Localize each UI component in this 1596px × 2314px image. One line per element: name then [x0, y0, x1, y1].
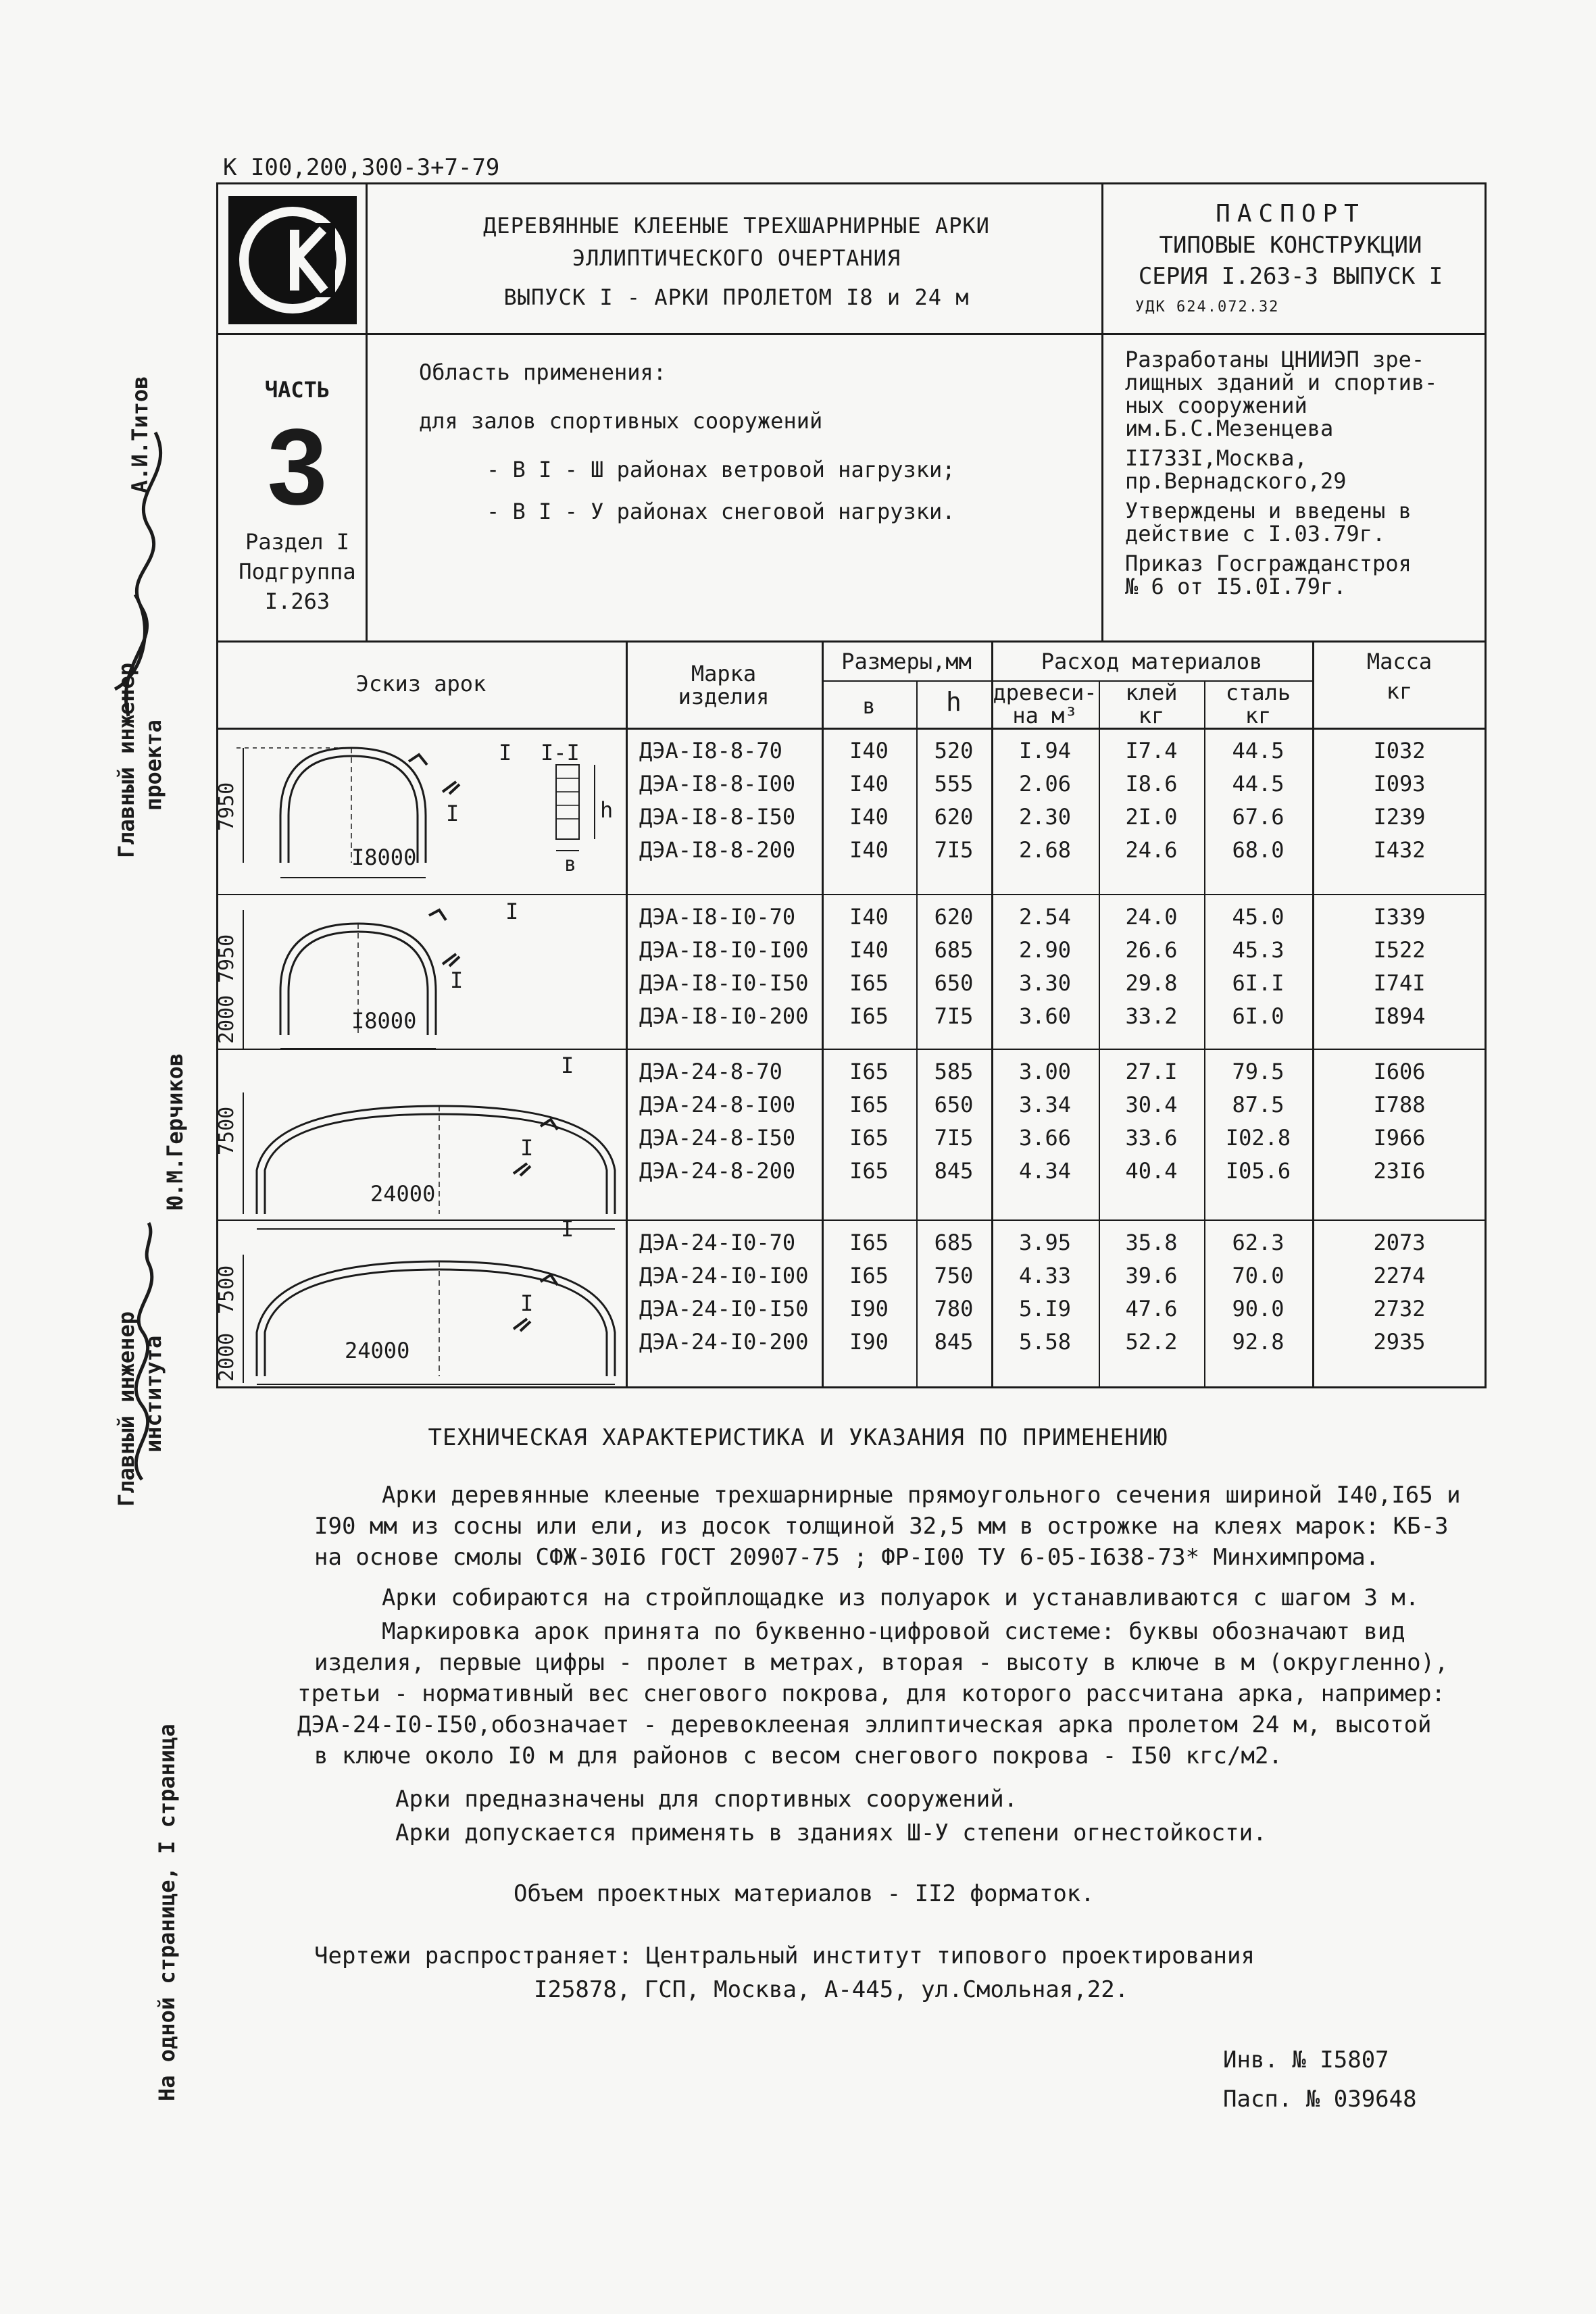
- cell-mass: I239: [1373, 804, 1426, 830]
- cell-mass: 23I6: [1373, 1158, 1426, 1184]
- sketch2-rise: 2000: [215, 995, 239, 1044]
- cell-mass: I522: [1373, 937, 1426, 963]
- series-title: [378, 209, 1095, 313]
- sketch3-span: 24000: [370, 1181, 436, 1207]
- cell-b: I65: [849, 1230, 889, 1255]
- side-chief-project: Главный инженер: [114, 663, 139, 858]
- cell-wood: 3.00: [1018, 1059, 1072, 1084]
- passport-line-3: СЕРИЯ I.263-3 ВЫПУСК I: [1138, 263, 1443, 290]
- cell-mass: I966: [1373, 1125, 1426, 1151]
- cell-wood: 3.66: [1018, 1125, 1072, 1151]
- cell-mass: I788: [1373, 1092, 1426, 1117]
- application-scope: [419, 351, 1095, 532]
- header-glue-line2: кг: [1138, 703, 1165, 728]
- side-chief-inst: Главный инженер: [114, 1311, 139, 1507]
- tech-p4: Арки предназначены для спортивных сооружений.: [395, 1786, 1018, 1813]
- cell-glue: 26.6: [1125, 937, 1178, 963]
- cell-wood: 2.90: [1018, 937, 1072, 963]
- cell-h: 750: [934, 1263, 974, 1288]
- dev-line: Разработаны ЦНИИЭП зре-: [1125, 347, 1425, 372]
- tech-p3e: в ключе около I0 м для районов с весом снегового покрова - I50 кгс/м2.: [314, 1742, 1282, 1769]
- sketch1-h-label: h: [600, 797, 614, 823]
- cell-glue: 39.6: [1125, 1263, 1178, 1288]
- sketch4-span: 24000: [345, 1338, 410, 1363]
- cell-mass: I74I: [1373, 970, 1426, 996]
- cell-steel: 6I.0: [1232, 1003, 1285, 1029]
- header-wood-line2: на м³: [1012, 703, 1078, 728]
- tech-p3a: Маркировка арок принята по буквенно-цифровой системе: буквы обозначают вид: [382, 1618, 1405, 1645]
- part-block: [223, 338, 372, 616]
- inventory-block: [1223, 2040, 1417, 2119]
- cell-wood: 3.95: [1018, 1230, 1072, 1255]
- cell-mass: 2732: [1373, 1296, 1426, 1322]
- cell-mass: 2274: [1373, 1263, 1426, 1288]
- cell-h: 620: [934, 904, 974, 930]
- header-h: h: [946, 687, 962, 717]
- cell-mark: ДЭА-I8-I0-70: [639, 904, 796, 930]
- cell-mark: ДЭА-I8-I0-200: [639, 1003, 809, 1029]
- cell-b: I65: [849, 1263, 889, 1288]
- cell-mark: ДЭА-I8-I0-I50: [639, 970, 809, 996]
- cell-b: I90: [849, 1296, 889, 1322]
- passport-line-2: ТИПОВЫЕ КОНСТРУКЦИИ: [1159, 232, 1422, 259]
- dev-line: им.Б.С.Мезенцева: [1125, 416, 1334, 441]
- dev-line: ных сооружений: [1125, 393, 1307, 418]
- header-mass-line1: Масса: [1366, 649, 1432, 674]
- header-wood: [991, 681, 1099, 727]
- sk-logo-icon: [228, 196, 357, 324]
- scope-title: Область применения:: [419, 359, 667, 385]
- cell-b: I65: [849, 1059, 889, 1084]
- cell-wood: 2.06: [1018, 771, 1072, 797]
- side-one-page: На одной странице, I страница: [154, 1724, 180, 2101]
- subgroup-number: I.263: [264, 588, 330, 614]
- cell-b: I65: [849, 1092, 889, 1117]
- cell-glue: 52.2: [1125, 1329, 1178, 1355]
- cell-mark: ДЭА-I8-I0-I00: [639, 937, 809, 963]
- sketch1-section-label: I: [446, 801, 459, 826]
- cell-h: 7I5: [934, 1003, 974, 1029]
- title-line-2: ЭЛЛИПТИЧЕСКОГО ОЧЕРТАНИЯ: [572, 245, 901, 271]
- tech-p7b: I25878, ГСП, Москва, А-445, ул.Смольная,22.: [534, 1976, 1129, 2003]
- dev-line: № 6 от I5.0I.79г.: [1125, 574, 1347, 599]
- cell-mark: ДЭА-I8-8-70: [639, 738, 782, 763]
- dev-line: действие с I.03.79г.: [1125, 521, 1386, 547]
- cell-mark: ДЭА-24-8-I50: [639, 1125, 796, 1151]
- sketch2-section-mark: I: [505, 899, 519, 924]
- developer-block: [1125, 348, 1463, 605]
- cell-glue: 2I.0: [1125, 804, 1178, 830]
- cell-b: I40: [849, 937, 889, 963]
- dev-line: Приказ Госгражданстроя: [1125, 551, 1412, 576]
- inventory-number: Инв. № I5807: [1223, 2046, 1389, 2073]
- header-b: в: [862, 693, 876, 719]
- udk-code: УДК 624.072.32: [1135, 299, 1280, 316]
- header-sizes: Размеры,мм: [841, 649, 972, 674]
- tech-p6: Объем проектных материалов - II2 форматок.: [514, 1880, 1095, 1907]
- cell-b: I65: [849, 1158, 889, 1184]
- divider: [216, 333, 1487, 335]
- cell-wood: 5.58: [1018, 1329, 1072, 1355]
- sketch3-section-mark: I: [561, 1053, 574, 1078]
- cell-mass: I032: [1373, 738, 1426, 763]
- cell-wood: 2.68: [1018, 837, 1072, 863]
- side-titov: А.И.Титов: [127, 376, 153, 493]
- arch-sketch-4: [243, 1255, 615, 1384]
- cell-mass: I093: [1373, 771, 1426, 797]
- header-steel-line1: сталь: [1225, 680, 1291, 705]
- tech-p2: Арки собираются на стройплощадке из полуарок и устанавливаются с шагом 3 м.: [382, 1584, 1420, 1611]
- cell-h: 555: [934, 771, 974, 797]
- title-line-3: ВЫПУСК I - АРКИ ПРОЛЕТОМ I8 и 24 м: [503, 284, 970, 310]
- cell-h: 620: [934, 804, 974, 830]
- header-mass: [1312, 650, 1487, 703]
- cell-mass: 2073: [1373, 1230, 1426, 1255]
- cell-glue: 47.6: [1125, 1296, 1178, 1322]
- cell-b: I40: [849, 804, 889, 830]
- cell-glue: 35.8: [1125, 1230, 1178, 1255]
- cell-wood: 3.34: [1018, 1092, 1072, 1117]
- cell-mark: ДЭА-I8-8-I50: [639, 804, 796, 830]
- cell-mass: I894: [1373, 1003, 1426, 1029]
- cell-b: I90: [849, 1329, 889, 1355]
- cell-h: 845: [934, 1158, 974, 1184]
- tech-p1b: I90 мм из сосны или ели, из досок толщиной 32,5 мм в острожке на клеях марок: КБ-3: [314, 1513, 1449, 1540]
- cell-glue: 33.2: [1125, 1003, 1178, 1029]
- cell-steel: 45.0: [1232, 904, 1285, 930]
- passport-heading: ПАСПОРТ: [1216, 200, 1366, 228]
- header-steel-line2: кг: [1245, 703, 1272, 728]
- cell-b: I40: [849, 837, 889, 863]
- sketch4-section-mark: I: [561, 1216, 574, 1242]
- cell-glue: 29.8: [1125, 970, 1178, 996]
- header-usage: Расход материалов: [1041, 649, 1263, 674]
- cell-mark: ДЭА-I8-8-200: [639, 837, 796, 863]
- sketch1-section-mark: I: [499, 740, 512, 765]
- arch-sketch-3: [243, 1092, 615, 1229]
- cell-steel: 90.0: [1232, 1296, 1285, 1322]
- sketch2-section-label: I: [450, 967, 464, 993]
- cell-h: 7I5: [934, 1125, 974, 1151]
- cell-glue: 27.I: [1125, 1059, 1178, 1084]
- sketch2-span: I8000: [351, 1008, 417, 1034]
- sketch3-height: 7500: [215, 1106, 239, 1155]
- dev-line: пр.Вернадского,29: [1125, 468, 1347, 494]
- cell-steel: 45.3: [1232, 937, 1285, 963]
- cell-h: 650: [934, 1092, 974, 1117]
- cell-h: 7I5: [934, 837, 974, 863]
- signature-gerchikov: [101, 1209, 182, 1486]
- header-mark: [626, 662, 822, 708]
- header-glue-line1: клей: [1125, 680, 1178, 705]
- cell-h: 685: [934, 1230, 974, 1255]
- cell-wood: I.94: [1018, 738, 1072, 763]
- cell-steel: 79.5: [1232, 1059, 1285, 1084]
- side-chief-inst-2: института: [141, 1335, 166, 1453]
- scope-line-2: - В I - Ш районах ветровой нагрузки;: [487, 457, 955, 482]
- subgroup-label: Подгруппа: [239, 559, 356, 584]
- tech-p1c: на основе смолы СФЖ-30I6 ГОСТ 20907-75 ; ФР-I00 ТУ 6-05-I638-73* Минхимпрома.: [314, 1544, 1380, 1571]
- cell-mass: I339: [1373, 904, 1426, 930]
- cell-mark: ДЭА-24-I0-70: [639, 1230, 796, 1255]
- cell-b: I40: [849, 904, 889, 930]
- cell-glue: 24.0: [1125, 904, 1178, 930]
- cell-glue: 40.4: [1125, 1158, 1178, 1184]
- section-label: Раздел I: [245, 529, 350, 555]
- cell-glue: 24.6: [1125, 837, 1178, 863]
- cell-steel: 92.8: [1232, 1329, 1285, 1355]
- cell-steel: 44.5: [1232, 738, 1285, 763]
- sketch1-b-label: в: [564, 853, 577, 876]
- tech-p7a: Чертежи распространяет: Центральный институт типового проектирования: [314, 1942, 1255, 1969]
- cell-steel: 68.0: [1232, 837, 1285, 863]
- cell-wood: 2.54: [1018, 904, 1072, 930]
- cell-mark: ДЭА-24-I0-200: [639, 1329, 809, 1355]
- sketch1-section-name: I-I: [541, 740, 580, 765]
- sketch4-rise: 2000: [215, 1332, 239, 1382]
- cell-steel: 6I.I: [1232, 970, 1285, 996]
- cell-mark: ДЭА-24-I0-I50: [639, 1296, 809, 1322]
- cell-h: 685: [934, 937, 974, 963]
- signature-titov: [101, 405, 182, 730]
- sketch4-height: 7500: [215, 1265, 239, 1314]
- passport-number: Пасп. № 039648: [1223, 2086, 1417, 2113]
- cell-mark: ДЭА-24-I0-I00: [639, 1263, 809, 1288]
- cell-steel: 87.5: [1232, 1092, 1285, 1117]
- part-label: ЧАСТЬ: [264, 377, 330, 403]
- table-col-divider: [626, 640, 628, 1388]
- divider: [1101, 182, 1103, 640]
- cell-glue: 30.4: [1125, 1092, 1178, 1117]
- sketch1-height: 7950: [215, 782, 239, 831]
- header-glue: [1099, 681, 1204, 727]
- cell-mass: 2935: [1373, 1329, 1426, 1355]
- tech-title: ТЕХНИЧЕСКАЯ ХАРАКТЕРИСТИКА И УКАЗАНИЯ ПО ПРИМЕНЕНИЮ: [428, 1424, 1168, 1451]
- side-chief-project-2: проекта: [141, 720, 166, 811]
- cell-h: 845: [934, 1329, 974, 1355]
- header-sketch: Эскиз арок: [355, 671, 487, 697]
- sketch1-span: I8000: [351, 845, 417, 870]
- cell-b: I65: [849, 970, 889, 996]
- sketch4-section-label: I: [520, 1290, 534, 1316]
- cell-h: 585: [934, 1059, 974, 1084]
- cell-wood: 4.33: [1018, 1263, 1072, 1288]
- logo: [228, 196, 357, 324]
- document-code: К I00,200,300-3+7-79: [223, 154, 500, 181]
- cell-wood: 4.34: [1018, 1158, 1072, 1184]
- cell-b: I40: [849, 738, 889, 763]
- side-gerchikov: Ю.М.Герчиков: [162, 1053, 188, 1209]
- cell-h: 650: [934, 970, 974, 996]
- cell-steel: 67.6: [1232, 804, 1285, 830]
- cell-h: 520: [934, 738, 974, 763]
- part-number: 3: [267, 406, 328, 527]
- header-mark-line2: изделия: [678, 684, 770, 709]
- scope-line-3: - В I - У районах снеговой нагрузки.: [487, 499, 955, 524]
- cell-mark: ДЭА-24-8-200: [639, 1158, 796, 1184]
- passport-block: [1108, 199, 1473, 323]
- header-wood-line1: древеси-: [993, 680, 1097, 705]
- sketch2-height: 7950: [215, 934, 239, 983]
- title-line-1: ДЕРЕВЯННЫЕ КЛЕЕНЫЕ ТРЕХШАРНИРНЫЕ АРКИ: [483, 213, 990, 238]
- cell-b: I65: [849, 1125, 889, 1151]
- divider: [216, 640, 1487, 643]
- tech-p1a: Арки деревянные клееные трехшарнирные прямоугольного сечения шириной I40,I65 и: [382, 1482, 1461, 1509]
- cell-mark: ДЭА-I8-8-I00: [639, 771, 796, 797]
- dev-line: II733I,Москва,: [1125, 445, 1307, 471]
- cell-mark: ДЭА-24-8-I00: [639, 1092, 796, 1117]
- cell-wood: 3.60: [1018, 1003, 1072, 1029]
- cell-glue: I7.4: [1125, 738, 1178, 763]
- tech-p3c: третьи - нормативный вес снегового покрова, для которого рассчитана арка, например:: [297, 1680, 1445, 1707]
- cell-steel: 44.5: [1232, 771, 1285, 797]
- header-steel: [1204, 681, 1312, 727]
- cell-wood: 2.30: [1018, 804, 1072, 830]
- cell-steel: 62.3: [1232, 1230, 1285, 1255]
- cell-glue: 33.6: [1125, 1125, 1178, 1151]
- cell-mass: I606: [1373, 1059, 1426, 1084]
- tech-p5: Арки допускается применять в зданиях Ш-У степени огнестойкости.: [395, 1819, 1267, 1846]
- cell-steel: I02.8: [1225, 1125, 1291, 1151]
- cell-b: I65: [849, 1003, 889, 1029]
- cell-steel: 70.0: [1232, 1263, 1285, 1288]
- tech-p3d: ДЭА-24-I0-I50,обозначает - деревоклееная эллиптическая арка пролетом 24 м, высотой: [297, 1711, 1432, 1738]
- sketch3-section-label: I: [520, 1135, 534, 1161]
- cell-glue: I8.6: [1125, 771, 1178, 797]
- tech-p3b: изделия, первые цифры - пролет в метрах, вторая - высоту в ключе в м (округленно),: [314, 1649, 1449, 1676]
- dev-line: Утверждены и введены в: [1125, 498, 1412, 524]
- cell-mass: I432: [1373, 837, 1426, 863]
- cell-wood: 3.30: [1018, 970, 1072, 996]
- cell-mark: ДЭА-24-8-70: [639, 1059, 782, 1084]
- scope-line-1: для залов спортивных сооружений: [419, 408, 823, 434]
- header-mark-line1: Марка: [691, 661, 757, 686]
- cell-wood: 5.I9: [1018, 1296, 1072, 1322]
- cell-h: 780: [934, 1296, 974, 1322]
- cell-steel: I05.6: [1225, 1158, 1291, 1184]
- dev-line: лищных зданий и спортив-: [1125, 370, 1438, 395]
- cell-b: I40: [849, 771, 889, 797]
- header-mass-line2: кг: [1386, 678, 1413, 704]
